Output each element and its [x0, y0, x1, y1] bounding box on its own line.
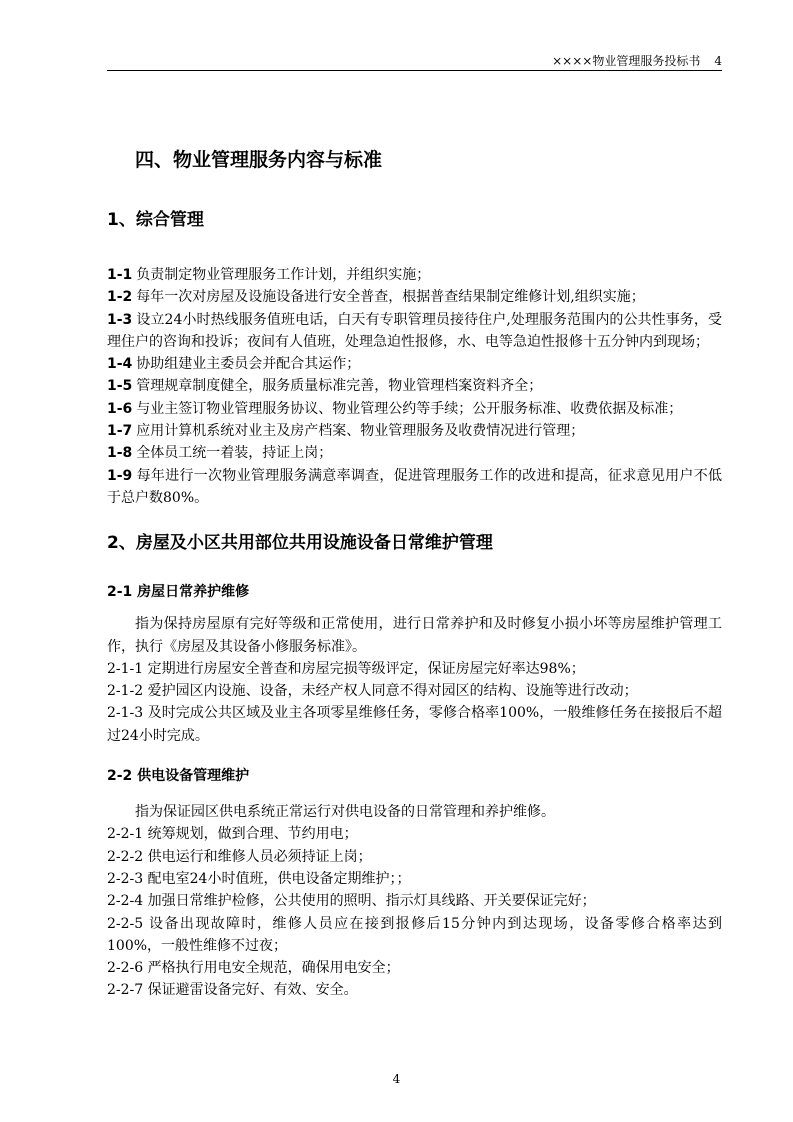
item-text: 设立24小时热线服务值班电话，白天有专职管理员接待住户,处理服务范围内的公共性事务，受理住户的咨询和投诉；夜间有人值班，处理急迫性报修，水、电等急迫性报修十五分钟内到现场；	[107, 311, 722, 350]
item-number: 1-8	[107, 445, 133, 462]
heading-building-maintenance: 2、房屋及小区共用部位共用设施设备日常维护管理	[107, 533, 493, 554]
item-text: 应用计算机系统对业主及房产档案、物业管理服务及收费情况进行管理；	[136, 423, 585, 440]
header-title: ××××物业管理服务投标书	[552, 54, 701, 68]
list-item: 2-2-1 统筹规划，做到合理、节约用电；	[107, 826, 358, 843]
list-item: 2-2-4 加强日常维护检修，公共使用的照明、指示灯具线路、开关要保证完好；	[107, 893, 596, 910]
list-item: 2-1-3 及时完成公共区域及业主各项零星维修任务，零修合格率100%，一般维修任务在接报后不超过24小时完成。	[107, 705, 722, 744]
item-number: 1-9	[107, 467, 133, 484]
list-item: 2-2-6 严格执行用电安全规范，确保用电安全；	[107, 960, 400, 977]
item-text: 与业主签订物业管理服务协议、物业管理公约等手续；公开服务标准、收费依据及标准；	[136, 400, 683, 417]
list-item	[107, 465, 722, 510]
list-item	[107, 286, 722, 308]
power-supply-intro: 指为保证园区供电系统正常运行对供电设备的日常管理和养护维修。	[135, 804, 555, 821]
footer-page-number: 4	[392, 1072, 401, 1086]
list-item	[107, 442, 722, 464]
heading-general-management: 1、综合管理	[107, 210, 204, 230]
list-item	[107, 309, 722, 354]
item-number: 1-2	[107, 289, 133, 306]
list-item	[107, 420, 722, 442]
item-number: 1-6	[107, 400, 133, 417]
list-item: 2-2-2 供电运行和维修人员必须持证上岗；	[107, 848, 372, 865]
house-maintenance-intro: 指为保持房屋原有完好等级和正常使用，进行日常养护和及时修复小损小坏等房屋维护管理工作，执行《房屋及其设备小修服务标准》。	[107, 616, 722, 655]
page-content	[107, 140, 722, 1002]
general-management-list	[107, 264, 722, 509]
item-number: 1-4	[107, 356, 133, 373]
item-number: 1-3	[107, 311, 133, 328]
list-item: 2-2-7 保证避雷设备完好、有效、安全。	[107, 982, 358, 999]
heading-power-supply: 2-2 供电设备管理维护	[107, 768, 250, 785]
list-item: 2-2-3 配电室24小时值班，供电设备定期维护；；	[107, 870, 411, 887]
item-number: 1-1	[107, 267, 133, 283]
item-text: 管理规章制度健全，服务质量标准完善，物业管理档案资料齐全；	[136, 378, 543, 395]
item-text: 全体员工统一着装，持证上岗；	[136, 445, 333, 462]
list-item	[107, 375, 722, 397]
section-title: 四、物业管理服务内容与标准	[135, 149, 383, 171]
item-text: 负责制定物业管理服务工作计划，并组织实施；	[136, 267, 431, 283]
item-text: 协助组建业主委员会并配合其运作；	[136, 356, 361, 373]
item-number: 1-7	[107, 423, 133, 440]
page-header	[107, 52, 722, 71]
list-item: 2-1-2 爱护园区内设施、设备，未经产权人同意不得对园区的结构、设施等进行改动；	[107, 683, 638, 700]
item-text: 每年进行一次物业管理服务满意率调查，促进管理服务工作的改进和提高，征求意见用户不低于总户数80%。	[107, 467, 722, 506]
heading-house-maintenance: 2-1 房屋日常养护维修	[107, 584, 250, 601]
item-text: 每年一次对房屋及设施设备进行安全普查，根据普查结果制定维修计划,组织实施；	[136, 289, 645, 306]
list-item: 2-2-5 设备出现故障时，维修人员应在接到报修后15分钟内到达现场，设备零修合格率达到100%，一般性维修不过夜；	[107, 915, 722, 954]
list-item	[107, 398, 722, 420]
header-page-number: 4	[714, 54, 722, 68]
list-item	[107, 353, 722, 375]
list-item: 2-1-1 定期进行房屋安全普查和房屋完损等级评定，保证房屋完好率达98%；	[107, 660, 585, 677]
item-number: 1-5	[107, 378, 133, 395]
list-item	[107, 264, 722, 286]
